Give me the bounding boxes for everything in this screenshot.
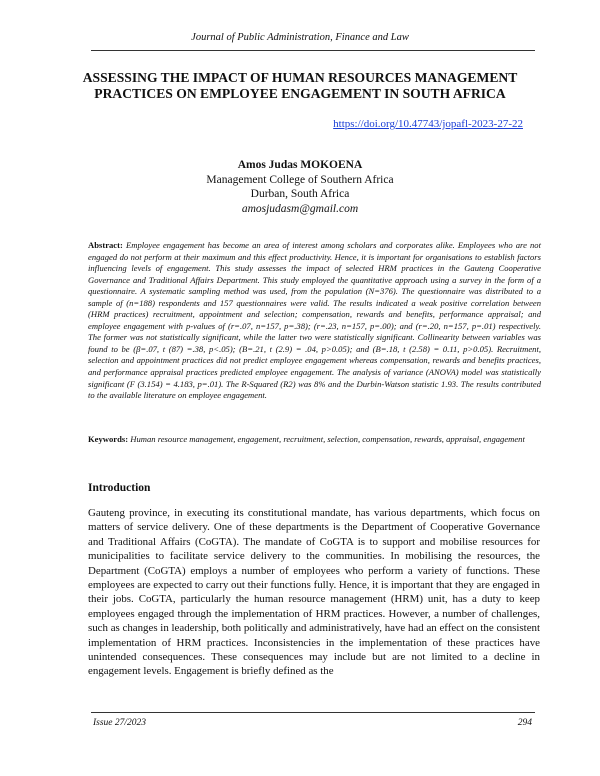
abstract-text: Employee engagement has become an area of interest among scholars and corporates alike. Employees who are not engaged do not perform at their maximum and this effect productivity. Hence, it is important for organisations to establish factors influencing levels of engagement. This study assesses the impact of selected HRM practices in the Gauteng Cooperative Governance and Traditional Affairs Department. This study employed the quantitative approach using a survey in the form of a questionnaire. A systematic sampling method was used, from the population (N=376). The questionnaire was distributed to a sample of (n=188) respondents and 157 questionnaires were valid. The results indicated a weak positive correlation between (HRM practices) recruitment, appointment and selection; compensation, rewards and benefits, performance appraisal; and employee engagement with p-values of (r=.07, n=157, p=.38); (r=.23, n=157, p=.00); and (r=.20, n=157, p=.01) respectively. The former was not statistically significant, while the latter two were statistically significant. Collinearity between variables was found to be (β=.07, t (87) =.38, p<.05); (B=.21, t (2.9) = .04, p>0.05); and (B=.18, t (2.58) = 0.11, p>0.05). Recruitment, selection and appointment practices did not predict employee engagement whereas compensation, rewards and benefits practices, and performance appraisal practices predicted employee engagement. The analysis of variance (ANOVA) model was statistically significant (F (3.154) = 4.183, p=.01). The R-Squared (R2) was 8% and the Durbin-Watson statistic 1.93. The results contributed to the available literature on employee engagement. (88, 240, 541, 401)
introduction-paragraph: Gauteng province, in executing its constitutional mandate, has various departments, which focus on matters of service delivery. One of these departments is the Department of Cooperative Governance and Traditional Affairs (CoGTA). The mandate of CoGTA is to support and mobilise resources for municipalities to facilitate service delivery to the communities. In mobilising the resources, the Department (CoGTA) employs a number of employees who perform a variety of functions. These employees are expected to carry out their functions fully. Hence, it is important that they are engaged in their jobs. CoGTA, particularly the human resource management (HRM) unit, has a duty to keep employees engaged through the implementation of HRM practices. However, a number of challenges, such as changes in leadership, both politically and administratively, have had an effect on the consistent implementation of HRM practices. Inconsistencies in the implementation of these practices have unintended consequences. These consequences may include but are not limited to a decline in engagement levels. Engagement is briefly defined as the (88, 507, 540, 678)
footer-issue: Issue 27/2023 (93, 718, 147, 728)
journal-header: Journal of Public Administration, Finance and Law (191, 32, 409, 43)
article-title: ASSESSING THE IMPACT OF HUMAN RESOURCES MANAGEMENT PRACTICES ON EMPLOYEE ENGAGEMENT IN SOUTH AFRICA (82, 70, 518, 101)
doi-link[interactable]: https://doi.org/10.47743/jopafl-2023-27-22 (333, 118, 523, 130)
author-block (0, 158, 600, 216)
abstract (88, 240, 541, 402)
keywords-label: Keywords: (88, 434, 129, 444)
author-name: Amos Judas MOKOENA (237, 159, 363, 171)
introduction-heading: Introduction (88, 482, 151, 494)
footer-page-number: 294 (517, 718, 532, 728)
footer-rule (91, 712, 535, 713)
keywords-text: Human resource management, engagement, recruitment, selection, compensation, rewards, appraisal, engagement (130, 434, 525, 444)
header-rule (91, 50, 535, 51)
author-email: amosjudasm@gmail.com (241, 202, 359, 215)
author-location: Durban, South Africa (250, 188, 350, 200)
keywords (88, 434, 541, 446)
author-affiliation: Management College of Southern Africa (206, 173, 394, 186)
abstract-label: Abstract: (88, 240, 123, 250)
